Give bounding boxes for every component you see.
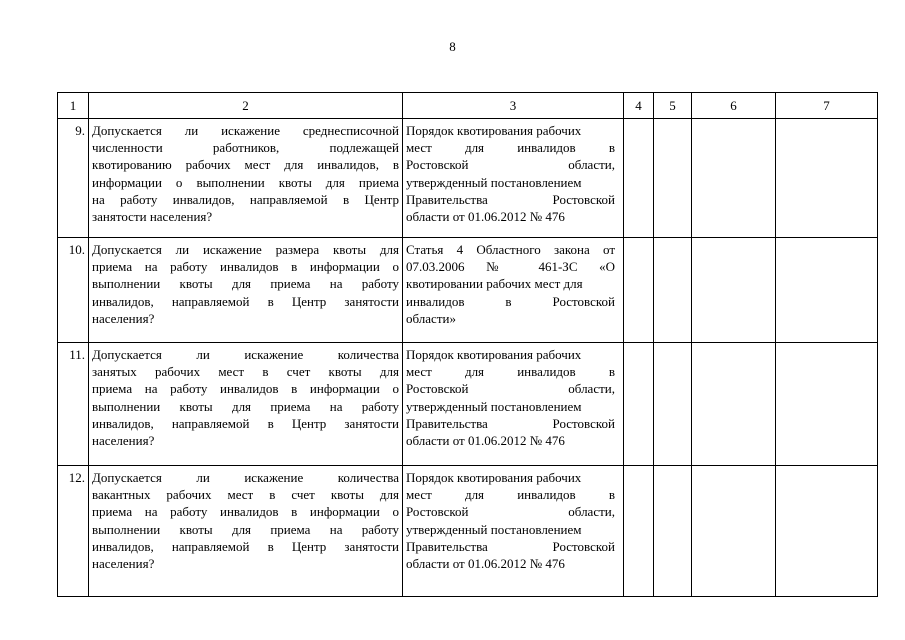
question-line: приема на работу инвалидов в информации о xyxy=(92,381,399,397)
source-line: Ростовской области, xyxy=(406,504,615,520)
question-line: Допускается ли искажение количества xyxy=(92,347,399,362)
page-number: 8 xyxy=(449,39,456,54)
question-line: занятых рабочих мест в счет квоты для xyxy=(92,364,399,380)
column-header: 7 xyxy=(776,93,878,119)
table-row xyxy=(58,343,878,466)
legal-source-text xyxy=(403,343,624,466)
source-line: Статья 4 Областного закона от xyxy=(406,242,615,257)
table-header-row xyxy=(58,93,878,119)
source-line: области от 01.06.2012 № 476 xyxy=(406,556,565,572)
column-header: 5 xyxy=(654,93,692,119)
empty-cell xyxy=(624,466,654,597)
source-line: Правительства Ростовской xyxy=(406,538,615,554)
source-line: мест для инвалидов в xyxy=(406,140,615,156)
empty-cell xyxy=(624,238,654,343)
question-line: Допускается ли искажение размера квоты для xyxy=(92,242,399,257)
question-line: населения? xyxy=(92,433,155,449)
question-text xyxy=(89,238,403,343)
source-line: Ростовской области, xyxy=(406,381,615,397)
checklist-table xyxy=(57,92,878,597)
empty-cell xyxy=(654,238,692,343)
question-line: инвалидов, направляемой в Центр занятости xyxy=(92,293,399,309)
source-line: области от 01.06.2012 № 476 xyxy=(406,209,565,225)
empty-cell xyxy=(654,343,692,466)
column-header: 4 xyxy=(624,93,654,119)
source-line: мест для инвалидов в xyxy=(406,487,615,503)
question-line: инвалидов, направляемой в Центр занятости xyxy=(92,415,399,431)
empty-cell xyxy=(776,119,878,238)
question-line: выполнении квоты для приема на работу xyxy=(92,398,399,414)
column-header: 6 xyxy=(692,93,776,119)
column-header: 2 xyxy=(89,93,403,119)
source-line: 07.03.2006 № 461-ЗС «О xyxy=(406,259,615,275)
row-number: 9. xyxy=(58,119,89,238)
question-line: вакантных рабочих мест в счет квоты для xyxy=(92,487,399,503)
question-line: занятости населения? xyxy=(92,209,213,225)
question-line: квотированию рабочих мест для инвалидов, в xyxy=(92,157,399,173)
column-header: 3 xyxy=(403,93,624,119)
question-line: приема на работу инвалидов в информации о xyxy=(92,259,399,275)
source-line: Порядок квотирования рабочих xyxy=(406,123,582,138)
question-line: численности работников, подлежащей xyxy=(92,140,399,156)
source-line: утвержденный постановлением xyxy=(406,521,582,537)
empty-cell xyxy=(776,466,878,597)
table-row xyxy=(58,119,878,238)
question-text xyxy=(89,119,403,238)
empty-cell xyxy=(624,119,654,238)
row-number: 11. xyxy=(58,343,89,466)
empty-cell xyxy=(692,119,776,238)
question-line: населения? xyxy=(92,556,155,572)
empty-cell xyxy=(654,119,692,238)
source-line: утвержденный постановлением xyxy=(406,174,582,190)
source-line: Порядок квотирования рабочих xyxy=(406,347,582,362)
legal-source-text xyxy=(403,238,624,343)
table-row xyxy=(58,238,878,343)
source-line: Правительства Ростовской xyxy=(406,415,615,431)
legal-source-text xyxy=(403,466,624,597)
source-line: Порядок квотирования рабочих xyxy=(406,470,582,485)
question-line: населения? xyxy=(92,310,155,326)
empty-cell xyxy=(692,343,776,466)
empty-cell xyxy=(776,343,878,466)
empty-cell xyxy=(776,238,878,343)
question-line: инвалидов, направляемой в Центр занятости xyxy=(92,538,399,554)
table-row xyxy=(58,466,878,597)
row-number: 10. xyxy=(58,238,89,343)
empty-cell xyxy=(692,466,776,597)
source-line: Правительства Ростовской xyxy=(406,191,615,207)
empty-cell xyxy=(654,466,692,597)
source-line: Ростовской области, xyxy=(406,157,615,173)
empty-cell xyxy=(692,238,776,343)
question-line: на работу инвалидов, направляемой в Центр xyxy=(92,191,399,207)
source-line: мест для инвалидов в xyxy=(406,364,615,380)
question-text xyxy=(89,343,403,466)
source-line: области от 01.06.2012 № 476 xyxy=(406,433,565,449)
question-line: выполнении квоты для приема на работу xyxy=(92,521,399,537)
question-line: Допускается ли искажение среднесписочной xyxy=(92,123,399,138)
empty-cell xyxy=(624,343,654,466)
source-line: квотировании рабочих мест для xyxy=(406,276,583,292)
question-line: приема на работу инвалидов в информации о xyxy=(92,504,399,520)
question-line: выполнении квоты для приема на работу xyxy=(92,276,399,292)
source-line: инвалидов в Ростовской xyxy=(406,293,615,309)
question-line: Допускается ли искажение количества xyxy=(92,470,399,485)
source-line: утвержденный постановлением xyxy=(406,398,582,414)
question-line: информации о выполнении квоты для приема xyxy=(92,174,399,190)
legal-source-text xyxy=(403,119,624,238)
row-number: 12. xyxy=(58,466,89,597)
source-line: области» xyxy=(406,310,456,326)
question-text xyxy=(89,466,403,597)
column-header: 1 xyxy=(58,93,89,119)
